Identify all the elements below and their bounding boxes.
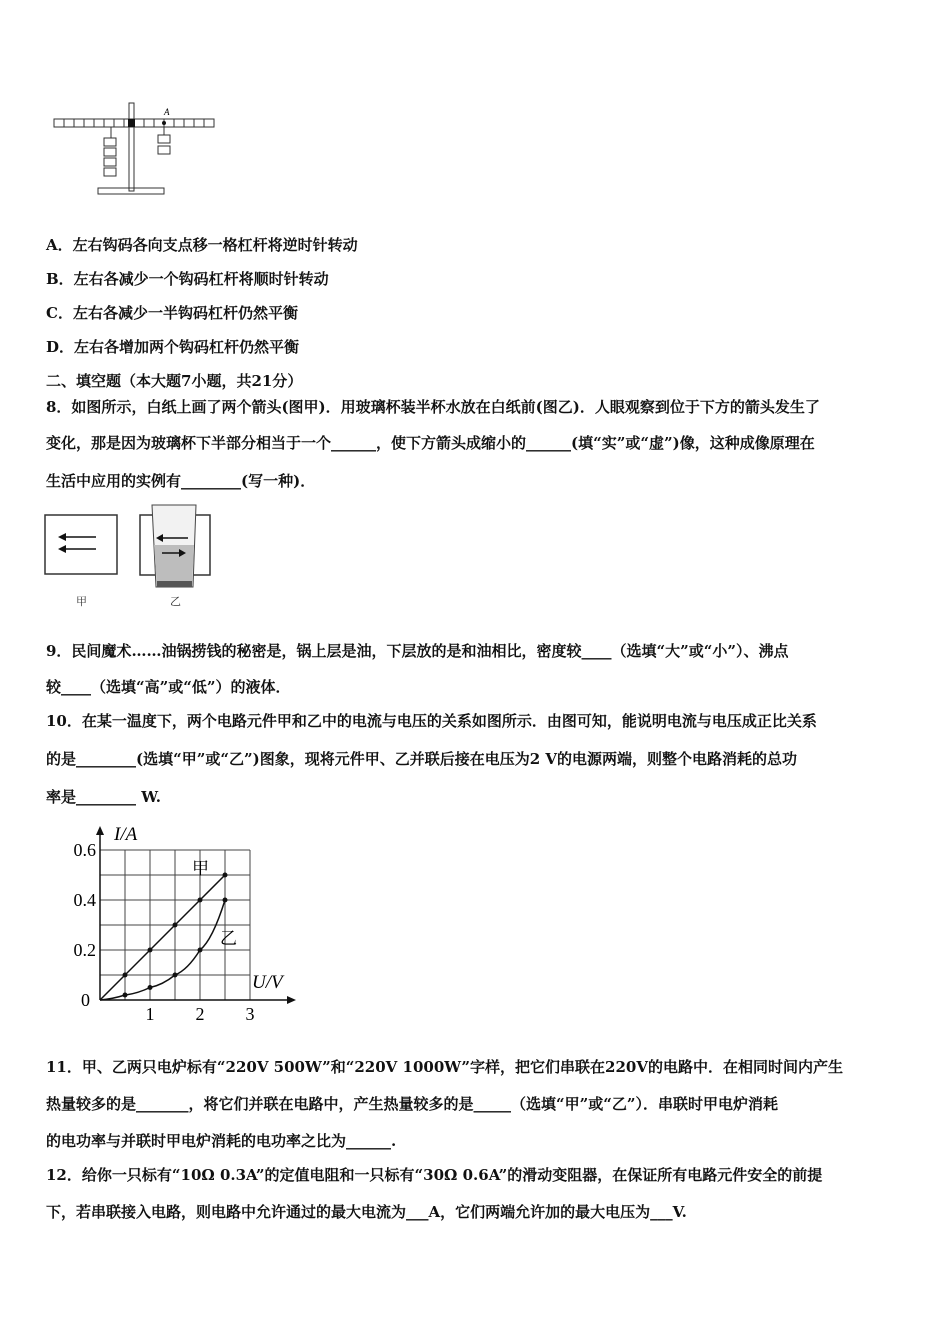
q12-line-2: 下，若串联接入电路，则电路中允许通过的最大电流为___A，它们两端允许加的最大电压为___V. bbox=[46, 1203, 687, 1221]
q11-line-2: 热量较多的是_______，将它们并联在电路中，产生热量较多的是_____（选填“甲”或“乙”）．串联时甲电炉消耗 bbox=[46, 1095, 779, 1113]
lever-stand-pole bbox=[129, 103, 134, 191]
arrow-figure-b bbox=[138, 503, 213, 591]
x-axis-arrow bbox=[287, 996, 296, 1004]
option-c: C．左右各减少一半钩码杠杆仍然平衡 bbox=[46, 304, 298, 322]
lever-point-label: A bbox=[164, 107, 170, 117]
q8-line-3: 生活中应用的实例有________(写一种)． bbox=[46, 472, 316, 490]
q9-line-1: 9．民间魔术……油锅捞钱的秘密是，锅上层是油，下层放的是和油相比，密度较____（选填“大”或“小”）、沸点 bbox=[46, 642, 789, 660]
iu-chart bbox=[60, 822, 300, 1027]
lever-figure bbox=[46, 98, 221, 203]
y-tick-label: 0.2 bbox=[73, 940, 96, 960]
q10-line-1: 10．在某一温度下，两个电路元件甲和乙中的电流与电压的关系如图所示．由图可知，能说明电流与电压成正比关系 bbox=[46, 712, 817, 730]
series-label-jia: 甲 bbox=[192, 859, 209, 878]
q8-line-2: 变化，那是因为玻璃杯下半部分相当于一个______，使下方箭头成缩小的______(填“实”或“虚”)像，这种成像原理在 bbox=[46, 434, 815, 452]
x-axis-label: U/V bbox=[252, 972, 283, 993]
option-a: A．左右钩码各向支点移一格杠杆将逆时针转动 bbox=[46, 236, 358, 254]
q11-line-1: 11．甲、乙两只电炉标有“220V 500W”和“220V 1000W”字样，把它们串联在220V的电路中．在相同时间内产生 bbox=[46, 1058, 843, 1076]
x-tick-label: 3 bbox=[245, 1004, 255, 1024]
y-tick-label: 0.4 bbox=[73, 890, 96, 910]
section-title: 二、填空题（本大题7小题，共21分） bbox=[46, 372, 303, 390]
q10-line-3: 率是________ W. bbox=[46, 788, 161, 806]
x-tick-label: 1 bbox=[145, 1004, 155, 1024]
data-point bbox=[148, 948, 153, 953]
data-point bbox=[148, 985, 153, 990]
chart-series bbox=[100, 873, 228, 1001]
option-b: B．左右各减少一个钩码杠杆将顺时针转动 bbox=[46, 270, 329, 288]
arrow-figure-a bbox=[44, 514, 119, 576]
data-point bbox=[198, 948, 203, 953]
series-label-yi: 乙 bbox=[220, 929, 237, 948]
q11-line-3: 的电功率与并联时甲电炉消耗的电功率之比为______. bbox=[46, 1132, 397, 1150]
data-point bbox=[223, 898, 228, 903]
fig-label-b: 乙 bbox=[170, 595, 181, 608]
data-point bbox=[223, 873, 228, 878]
x-tick-label: 2 bbox=[195, 1004, 205, 1024]
origin-label: 0 bbox=[81, 990, 90, 1010]
data-point bbox=[123, 973, 128, 978]
q10-line-2: 的是________(选填“甲”或“乙”)图象，现将元件甲、乙并联后接在电压为2 V的电源两端，则整个电路消耗的总功 bbox=[46, 750, 798, 768]
q8-line-1: 8．如图所示，白纸上画了两个箭头(图甲)．用玻璃杯装半杯水放在白纸前(图乙)．人眼观察到位于下方的箭头发生了 bbox=[46, 398, 820, 416]
data-point bbox=[198, 898, 203, 903]
fig-label-a: 甲 bbox=[76, 595, 87, 608]
q12-line-1: 12．给你一只标有“10Ω 0.3A”的定值电阻和一只标有“30Ω 0.6A”的滑动变阻器，在保证所有电路元件安全的前提 bbox=[46, 1166, 823, 1184]
data-point bbox=[173, 923, 178, 928]
data-point bbox=[123, 993, 128, 998]
lever-pivot bbox=[128, 119, 135, 127]
y-axis-arrow bbox=[96, 826, 104, 835]
option-d: D．左右各增加两个钩码杠杆仍然平衡 bbox=[46, 338, 300, 356]
q9-line-2: 较____（选填“高”或“低”）的液体． bbox=[46, 678, 291, 696]
y-axis-label: I/A bbox=[114, 824, 138, 845]
y-tick-label: 0.6 bbox=[73, 840, 96, 860]
series-line-jia bbox=[100, 875, 225, 1000]
data-point bbox=[173, 973, 178, 978]
